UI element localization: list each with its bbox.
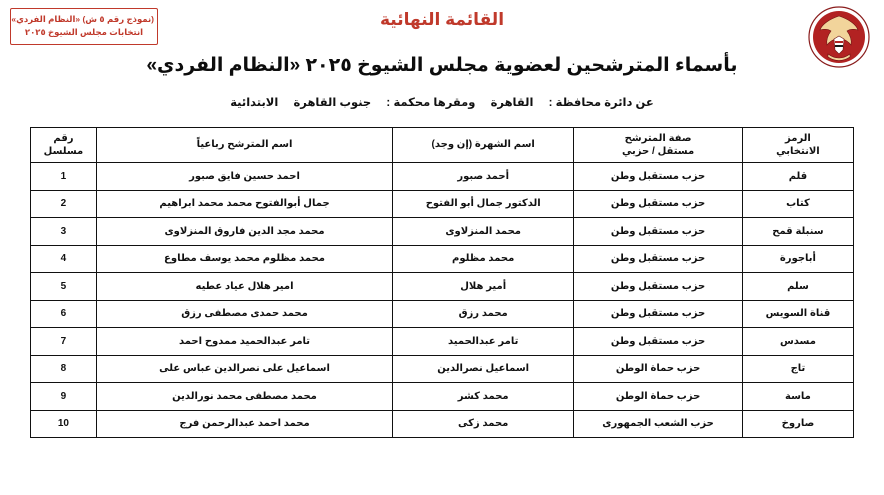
cell-fame: محمد كشر [393, 383, 574, 411]
cell-fame: اسماعيل نصرالدين [393, 355, 574, 383]
cell-name: اسماعيل على نصرالدين عباس على [96, 355, 392, 383]
cell-fame: أحمد صبور [393, 163, 574, 191]
table-row [31, 355, 854, 383]
table-row [31, 163, 854, 191]
cell-symbol: قلم [742, 163, 853, 191]
court-type: الابتدائية [230, 97, 279, 109]
cell-fame: محمد مظلوم [393, 245, 574, 273]
page-title: القائمة النهائية [379, 10, 505, 29]
table-row [31, 245, 854, 273]
cell-symbol: سلم [742, 273, 853, 301]
form-number-stamp [10, 8, 158, 45]
egypt-eagle-emblem-icon [808, 6, 870, 68]
cell-serial: 7 [31, 328, 97, 356]
district-line [0, 95, 884, 109]
cell-fame: محمد رزق [393, 300, 574, 328]
cell-name: جمال أبوالفتوح محمد محمد ابراهيم [96, 190, 392, 218]
column-header-symbol [742, 128, 853, 163]
cell-symbol: قناة السويس [742, 300, 853, 328]
column-header-party-line1: صفة المترشح [624, 132, 692, 144]
cell-party: حزب مستقبل وطن [574, 163, 743, 191]
column-header-symbol-line2: الانتخابي [776, 146, 820, 157]
district-governorate: القاهرة [490, 97, 534, 109]
column-header-serial-line2: مسلسل [43, 146, 84, 157]
cell-symbol: مسدس [742, 328, 853, 356]
cell-name: محمد مظلوم محمد يوسف مطاوع [96, 245, 392, 273]
cell-symbol: تاج [742, 355, 853, 383]
cell-party: حزب مستقبل وطن [574, 273, 743, 301]
page-subtitle: بأسماء المترشحين لعضوية مجلس الشيوخ ٢٠٢٥ «النظام الفردي» [146, 55, 738, 76]
table-row [31, 190, 854, 218]
table-row [31, 300, 854, 328]
table-row [31, 273, 854, 301]
cell-serial: 9 [31, 383, 97, 411]
cell-serial: 8 [31, 355, 97, 383]
column-header-party-line2: مستقل / حزبي [621, 146, 695, 157]
cell-symbol: كتاب [742, 190, 853, 218]
cell-party: حزب مستقبل وطن [574, 190, 743, 218]
cell-serial: 5 [31, 273, 97, 301]
cell-party: حزب حماة الوطن [574, 355, 743, 383]
candidates-table [30, 127, 854, 438]
cell-fame: محمد المنزلاوى [393, 218, 574, 246]
cell-serial: 6 [31, 300, 97, 328]
cell-party: حزب مستقبل وطن [574, 328, 743, 356]
cell-party: حزب الشعب الجمهورى [574, 410, 743, 438]
cell-symbol: سنبلة قمح [742, 218, 853, 246]
cell-name: احمد حسين فايق صبور [96, 163, 392, 191]
table-row [31, 410, 854, 438]
table-header-row [31, 128, 854, 163]
cell-fame: محمد زكى [393, 410, 574, 438]
table-row [31, 383, 854, 411]
cell-symbol: صاروخ [742, 410, 853, 438]
table-row [31, 218, 854, 246]
column-header-serial-line1: رقم [53, 132, 74, 144]
cell-name: تامر عبدالحميد ممدوح احمد [96, 328, 392, 356]
column-header-party [574, 128, 743, 163]
candidates-table-container [30, 127, 854, 438]
table-row [31, 328, 854, 356]
column-header-serial [31, 128, 97, 163]
form-number-line-1: (نموذج رقم ٥ ش) «النظام الفردي» [11, 14, 154, 24]
column-header-symbol-line1: الرمز [785, 132, 811, 144]
cell-party: حزب مستقبل وطن [574, 245, 743, 273]
column-header-name: اسم المترشح رباعياً [96, 128, 392, 163]
cell-name: محمد مصطفى محمد نورالدين [96, 383, 392, 411]
cell-fame: تامر عبدالحميد [393, 328, 574, 356]
cell-party: حزب مستقبل وطن [574, 300, 743, 328]
cell-name: محمد مجد الدين فاروق المنزلاوى [96, 218, 392, 246]
cell-serial: 3 [31, 218, 97, 246]
cell-symbol: أباجورة [742, 245, 853, 273]
court-name: جنوب القاهرة [293, 97, 372, 109]
court-label: ومقرها محكمة : [386, 97, 476, 109]
cell-serial: 10 [31, 410, 97, 438]
cell-party: حزب مستقبل وطن [574, 218, 743, 246]
cell-symbol: ماسة [742, 383, 853, 411]
cell-name: محمد حمدى مصطفى رزق [96, 300, 392, 328]
column-header-fame: اسم الشهرة (إن وجد) [393, 128, 574, 163]
cell-serial: 2 [31, 190, 97, 218]
cell-fame: الدكتور جمال أبو الفتوح [393, 190, 574, 218]
district-prefix: عن دائرة محافظة : [548, 97, 654, 109]
cell-fame: أمير هلال [393, 273, 574, 301]
cell-name: محمد احمد عبدالرحمن فرج [96, 410, 392, 438]
cell-serial: 4 [31, 245, 97, 273]
cell-name: امير هلال عياد عطيه [96, 273, 392, 301]
cell-party: حزب حماة الوطن [574, 383, 743, 411]
cell-serial: 1 [31, 163, 97, 191]
form-number-line-2: انتخابات مجلس الشيوخ ٢٠٢٥ [24, 26, 144, 37]
